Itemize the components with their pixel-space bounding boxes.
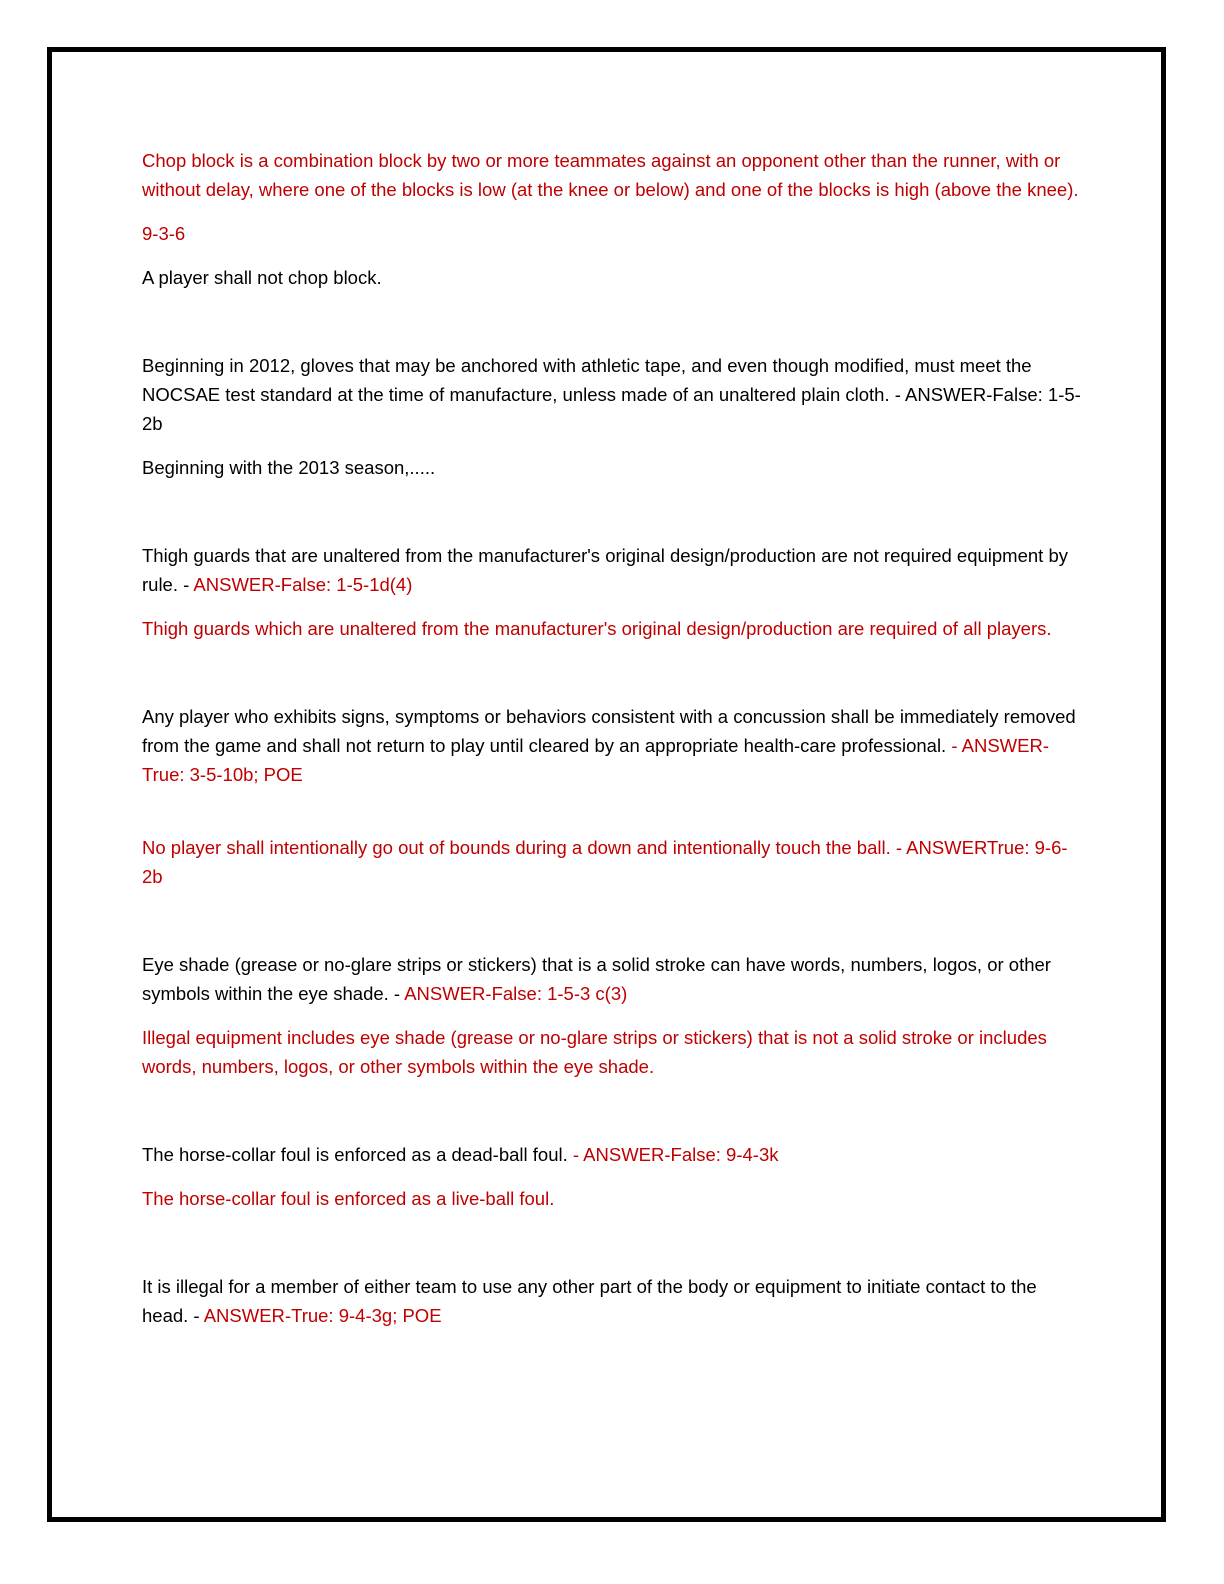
answer-text: ANSWER-True: 9-4-3g; POE: [203, 1305, 442, 1326]
answer-text: ANSWER-False: 1-5-3 c(3): [404, 983, 628, 1004]
chop-block-definition: Chop block is a combination block by two or more teammates against an opponent other than the runner, with or without delay, where one of the blocks is low (at the knee or below) and one of the blocks is high (above the knee).: [142, 150, 1079, 200]
document-body: [142, 146, 1087, 1330]
question-text: Thigh guards that are unaltered from the manufacturer's original design/production are not required equipment by rule. -: [142, 545, 1068, 595]
thigh-guards-explanation: Thigh guards which are unaltered from the manufacturer's original design/production are required of all players.: [142, 618, 1052, 639]
rule-reference: 9-3-6: [142, 223, 186, 244]
eye-shade-explanation: Illegal equipment includes eye shade (grease or no-glare strips or stickers) that is not a solid stroke or includes words, numbers, logos, or other symbols within the eye shade.: [142, 1027, 1047, 1077]
question-text: It is illegal for a member of either team to use any other part of the body or equipment to initiate contact to the head. -: [142, 1276, 1037, 1326]
answer-text: ANSWER-False: 1-5-1d(4): [193, 574, 413, 595]
rule-text: A player shall not chop block.: [142, 267, 382, 288]
question-text: The horse-collar foul is enforced as a dead-ball foul.: [142, 1144, 568, 1165]
question-text: Any player who exhibits signs, symptoms or behaviors consistent with a concussion shall be immediately removed from the game and shall not return to play until cleared by an appropriate health-care professional.: [142, 706, 1076, 756]
out-of-bounds-statement: No player shall intentionally go out of bounds during a down and intentionally touch the ball. - ANSWERTrue: 9-6-2b: [142, 837, 1068, 887]
answer-text: - ANSWER-False: 9-4-3k: [567, 1144, 779, 1165]
concussion-question: [142, 702, 1087, 789]
eye-shade-question: [142, 950, 1087, 1008]
gloves-question: Beginning in 2012, gloves that may be anchored with athletic tape, and even though modified, must meet the NOCSAE test standard at the time of manufacture, unless made of an unaltered plain cloth. - ANSWER-False: 1-5-2b: [142, 355, 1081, 434]
gloves-note: Beginning with the 2013 season,.....: [142, 457, 436, 478]
head-contact-question: [142, 1272, 1087, 1330]
thigh-guards-question: [142, 541, 1087, 599]
horse-collar-question: [142, 1140, 1087, 1169]
horse-collar-explanation: The horse-collar foul is enforced as a live-ball foul.: [142, 1188, 555, 1209]
question-text: Eye shade (grease or no-glare strips or stickers) that is a solid stroke can have words, numbers, logos, or other symbols within the eye shade. -: [142, 954, 1051, 1004]
answer-text: - ANSWER-True: 3-5-10b; POE: [142, 735, 1049, 785]
